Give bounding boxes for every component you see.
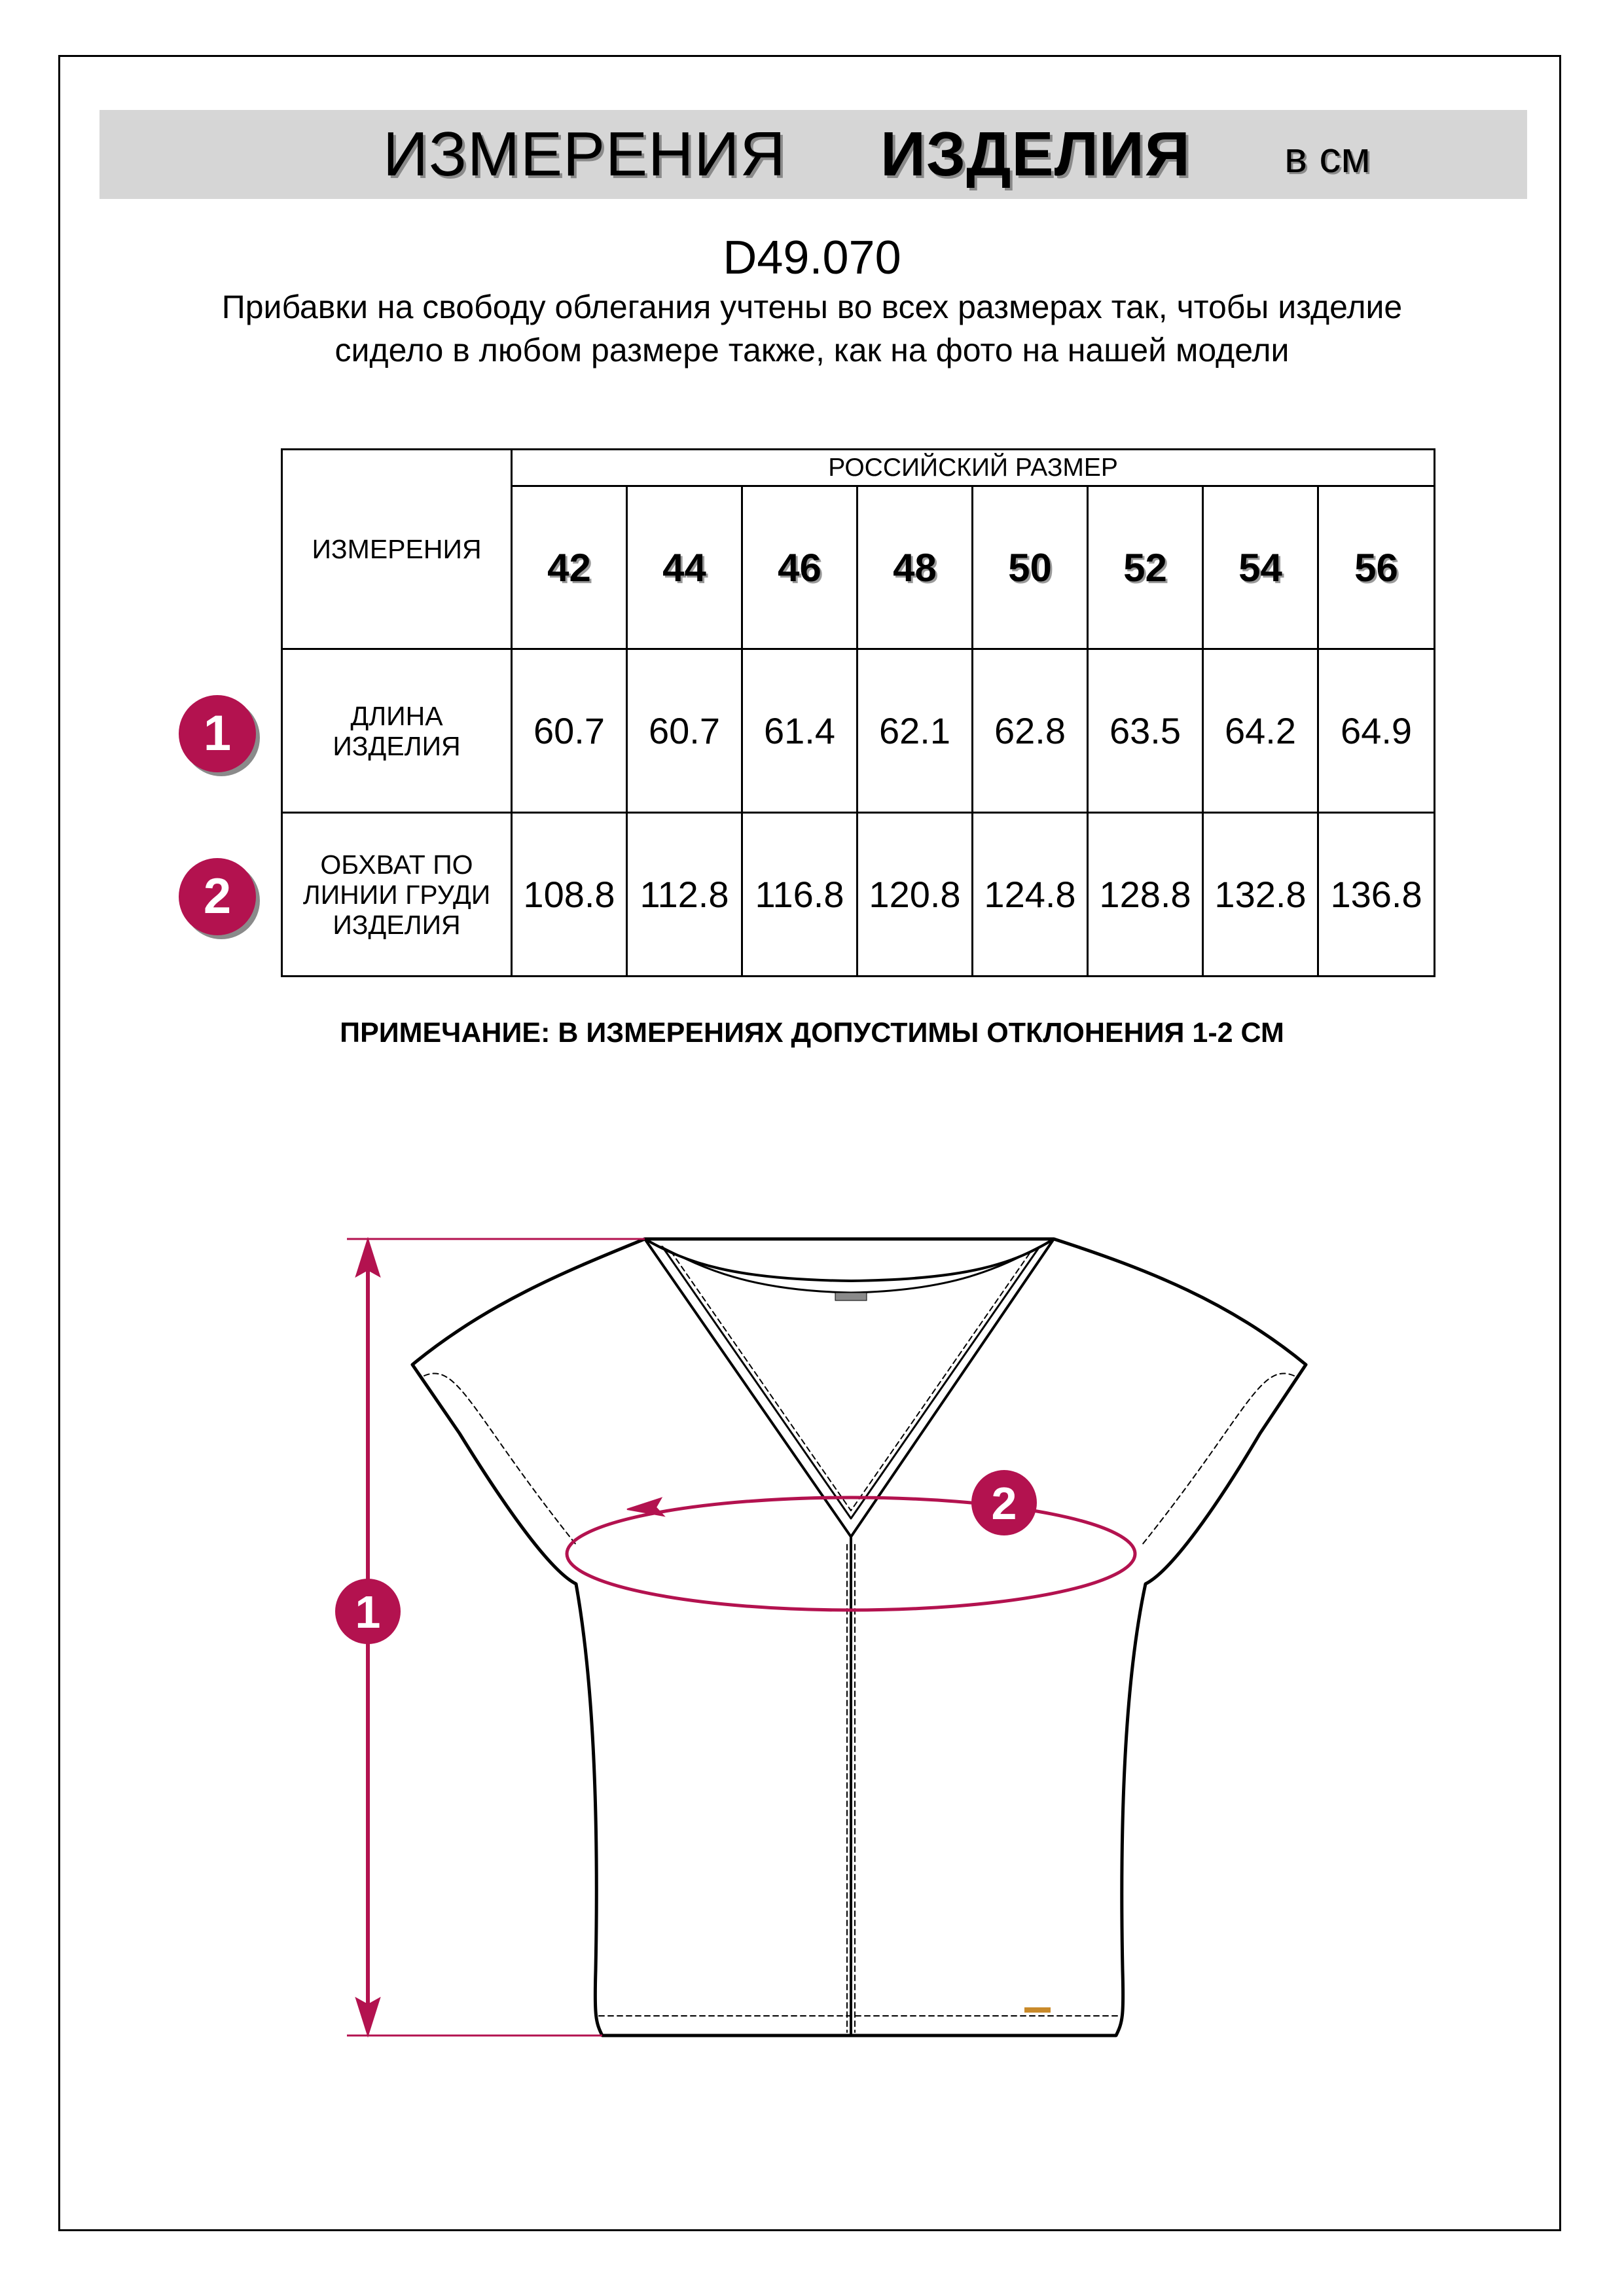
header-title-garment: ИЗДЕЛИЯ [880,119,1191,189]
size-group-header: РОССИЙСКИЙ РАЗМЕР [512,450,1435,486]
header-unit: в см [1284,133,1371,181]
diagram-badge-number: 2 [991,1478,1017,1529]
diagram-badge-chest [971,1470,1037,1535]
size-header: 44 [627,486,742,649]
table-cell: 60.7 [627,649,742,813]
table-cell: 116.8 [742,813,857,977]
table-cell: 108.8 [512,813,627,977]
table-cell: 60.7 [512,649,627,813]
table-cell: 62.8 [973,649,1088,813]
neckline-inner [661,1247,1039,1293]
size-header: 54 [1203,486,1318,649]
table-cell: 120.8 [857,813,973,977]
size-header: 48 [857,486,973,649]
neck-label [835,1293,867,1300]
article-number: D49.070 [723,232,901,284]
row-label-line: ЛИНИИ ГРУДИ [302,879,491,910]
table-cell: 63.5 [1088,649,1203,813]
table-cell: 124.8 [973,813,1088,977]
table-cell: 64.2 [1203,649,1318,813]
table-cell: 61.4 [742,649,857,813]
fit-note: Прибавки на свободу облегания учтены во всех размерах так, чтобы изделие сидело в любом размере также, как на фото на нашей модели [221,289,1403,368]
row-label-line: ИЗДЕЛИЯ [333,909,461,940]
size-header: 56 [1318,486,1435,649]
sleeve-hem-right [1142,1373,1294,1545]
garment-outline [412,1239,1306,2036]
hem-label [1024,2007,1051,2013]
header-title-measurements: ИЗМЕРЕНИЯ [383,119,786,189]
size-header: 42 [512,486,627,649]
diagram-badge-length [335,1579,401,1644]
tolerance-note: ПРИМЕЧАНИЕ: В ИЗМЕРЕНИЯХ ДОПУСТИМЫ ОТКЛОНЕНИЯ 1-2 СМ [340,1017,1284,1049]
measure-header: ИЗМЕРЕНИЯ [282,450,512,649]
row-label-line: ДЛИНА [350,700,443,731]
table-cell: 128.8 [1088,813,1203,977]
table-cell: 62.1 [857,649,973,813]
row-label-line: ОБХВАТ ПО [320,849,473,880]
table-cell: 136.8 [1318,813,1435,977]
row-label-line: ИЗДЕЛИЯ [333,730,461,761]
neckline-outer [645,1239,1054,1281]
size-header: 46 [742,486,857,649]
table-cell: 112.8 [627,813,742,977]
chest-arrow-head [627,1498,664,1516]
size-header: 52 [1088,486,1203,649]
table-cell: 64.9 [1318,649,1435,813]
badge-number: 1 [203,706,232,761]
v-neck-inner [662,1247,1039,1518]
v-neck-topstitch [671,1251,1031,1511]
diagram-badge-number: 1 [355,1587,381,1638]
sleeve-hem-left [424,1373,576,1545]
table-cell: 132.8 [1203,813,1318,977]
size-header: 50 [973,486,1088,649]
badge-number: 2 [203,869,232,924]
